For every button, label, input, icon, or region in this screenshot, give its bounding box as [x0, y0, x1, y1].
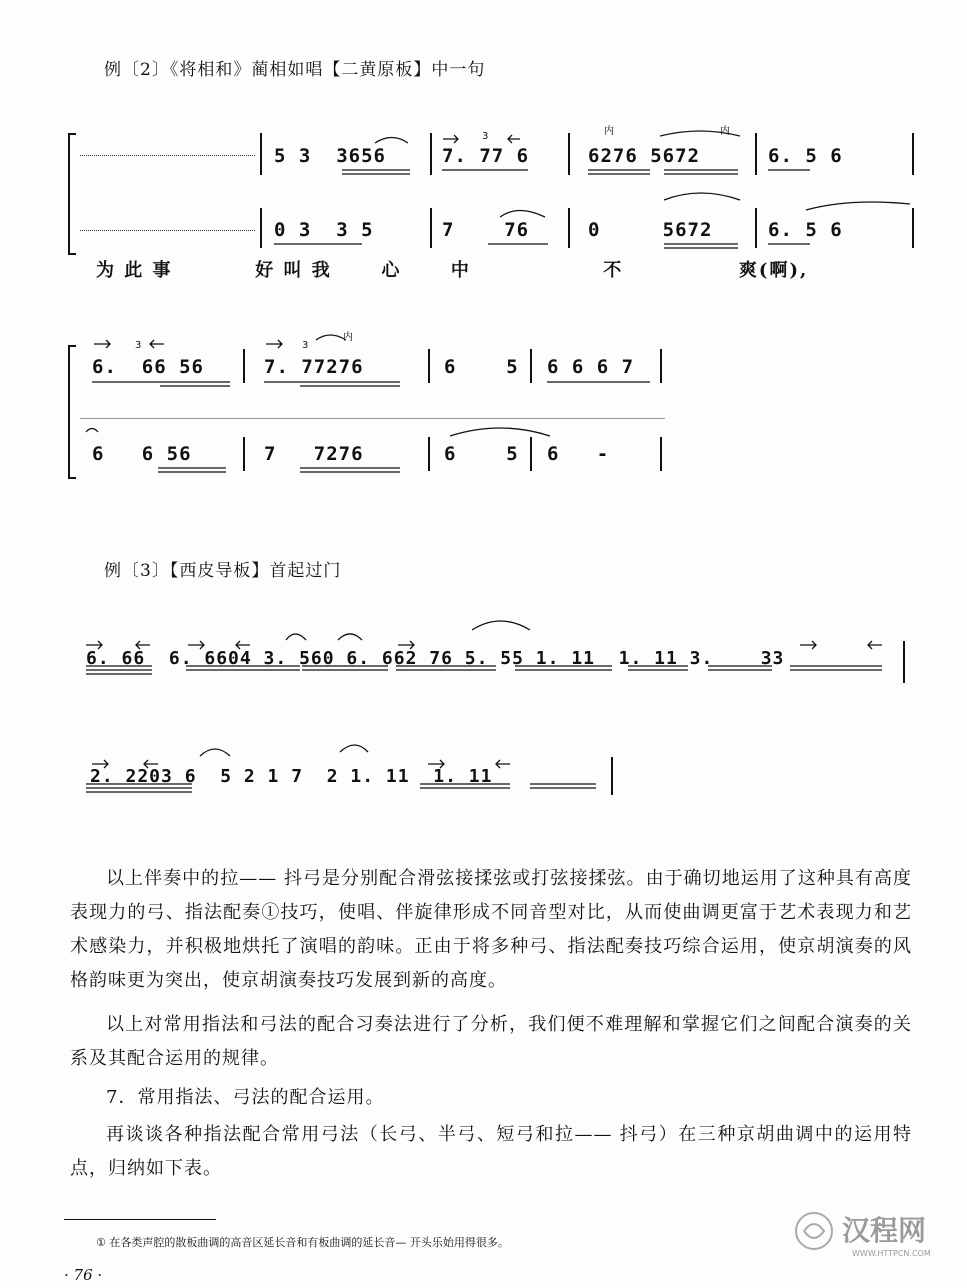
tie-number: 3 — [482, 131, 489, 142]
score-line-2: 2. 2203 6 5 2 1 7 2 1. 11 1. 11 — [90, 766, 493, 787]
measure-notes: 7. 77276 — [264, 356, 364, 378]
bow-arrow — [150, 340, 164, 348]
bow-arrow — [316, 335, 346, 340]
example3-caption: 例〔3〕【西皮导板】首起过门 — [104, 561, 342, 581]
measure-notes: 6 5 — [444, 356, 519, 378]
slur — [86, 429, 98, 433]
measure-notes: 6276 5672 — [588, 145, 700, 167]
measure-notes: 6 6 6 7 — [547, 356, 635, 378]
tie-number: 3 — [135, 340, 142, 351]
barline — [903, 641, 905, 683]
watermark — [790, 1205, 950, 1265]
inner-finger-mark: 内 — [343, 332, 353, 343]
measure-notes: 6 5 — [444, 443, 519, 465]
paragraph: 以上对常用指法和弓法的配合习奏法进行了分析，我们便不难理解和掌握它们之间配合演奏的关系及其配合运用的规律。 — [70, 1014, 912, 1069]
bow-arrow — [443, 135, 458, 143]
section-heading: 7．常用指法、弓法的配合运用。 — [106, 1087, 385, 1108]
watermark-url: WWW.HTTPCN.COM — [852, 1249, 931, 1258]
beam-underline — [92, 382, 650, 386]
measure-notes: 7 7276 — [264, 443, 364, 465]
watermark-logo-icon — [790, 1207, 840, 1257]
slur — [450, 428, 550, 436]
slur — [806, 202, 910, 210]
bow-arrow — [496, 760, 510, 768]
slur — [375, 138, 408, 144]
slur — [286, 634, 306, 640]
slur — [660, 131, 740, 136]
bow-arrow — [868, 641, 882, 649]
tie-number: 3 — [302, 340, 309, 351]
bow-arrow — [94, 340, 110, 348]
slur — [472, 621, 530, 630]
measure-notes: 5 3 3656 — [274, 145, 386, 167]
beam-underline — [342, 170, 810, 174]
bow-arrow — [266, 340, 282, 348]
measure-notes: 6 6 56 — [92, 443, 192, 465]
beam-underline — [274, 244, 810, 248]
footnote: ① 在各类声腔的散板曲调的高音区延长音和有板曲调的延长音— 开头乐始用得很多。 — [96, 1236, 509, 1249]
page-number: · 76 · — [64, 1266, 103, 1284]
measure-notes: 6. 66 56 — [92, 356, 204, 378]
watermark-brand: 汉程网 — [842, 1214, 927, 1247]
score-line-1: 6. 66 6. 6604 3. 560 6. 662 76 5. 55 1. 11 1. 11 3. 33 — [86, 648, 785, 669]
slur — [200, 749, 230, 756]
slur — [340, 745, 368, 752]
lyrics-line: 为 此 事 好 叫 我 心 中 不 爽(啊), — [96, 260, 809, 281]
inner-finger-mark: 内 — [720, 126, 730, 137]
measure-notes: 6. 5 6 — [768, 145, 843, 167]
slur — [500, 211, 545, 218]
paragraph: 再谈谈各种指法配合常用弓法（长弓、半弓、短弓和拉—— 抖弓）在三种京胡曲调中的运用特点，归纳如下表。 — [70, 1124, 912, 1179]
bow-arrow — [800, 641, 816, 649]
measure-notes: 6. 5 6 — [768, 219, 843, 241]
footnote-rule — [64, 1219, 216, 1220]
slur — [338, 634, 362, 640]
measure-notes: 0 5672 — [588, 219, 713, 241]
beam-underline — [158, 468, 400, 472]
measure-notes: 6 - — [547, 443, 610, 465]
slur — [664, 193, 740, 200]
measure-notes: 7. 77 6 — [442, 145, 530, 167]
measure-notes: 0 3 3 5 — [274, 219, 374, 241]
barline — [611, 757, 613, 795]
measure-notes: 7 76 — [442, 219, 530, 241]
inner-finger-mark: 内 — [604, 126, 614, 137]
paragraph: 以上伴奏中的拉—— 抖弓是分别配合滑弦接揉弦或打弦接揉弦。由于确切地运用了这种具有高度表现力的弓、指法配奏①技巧，使唱、伴旋律形成不同音型对比，从而使曲调更富于艺术表现力和艺术感染力，并积极地烘托了演唱的韵味。正由于将多种弓、指法配奏技巧综合运用，使京胡演奏的风格韵味更为突出，使京胡演奏技巧发展到新的高度。 — [70, 868, 912, 991]
example2-caption: 例〔2〕《将相和》蔺相如唱【二黄原板】中一句 — [104, 60, 486, 80]
bow-arrow — [508, 135, 520, 143]
